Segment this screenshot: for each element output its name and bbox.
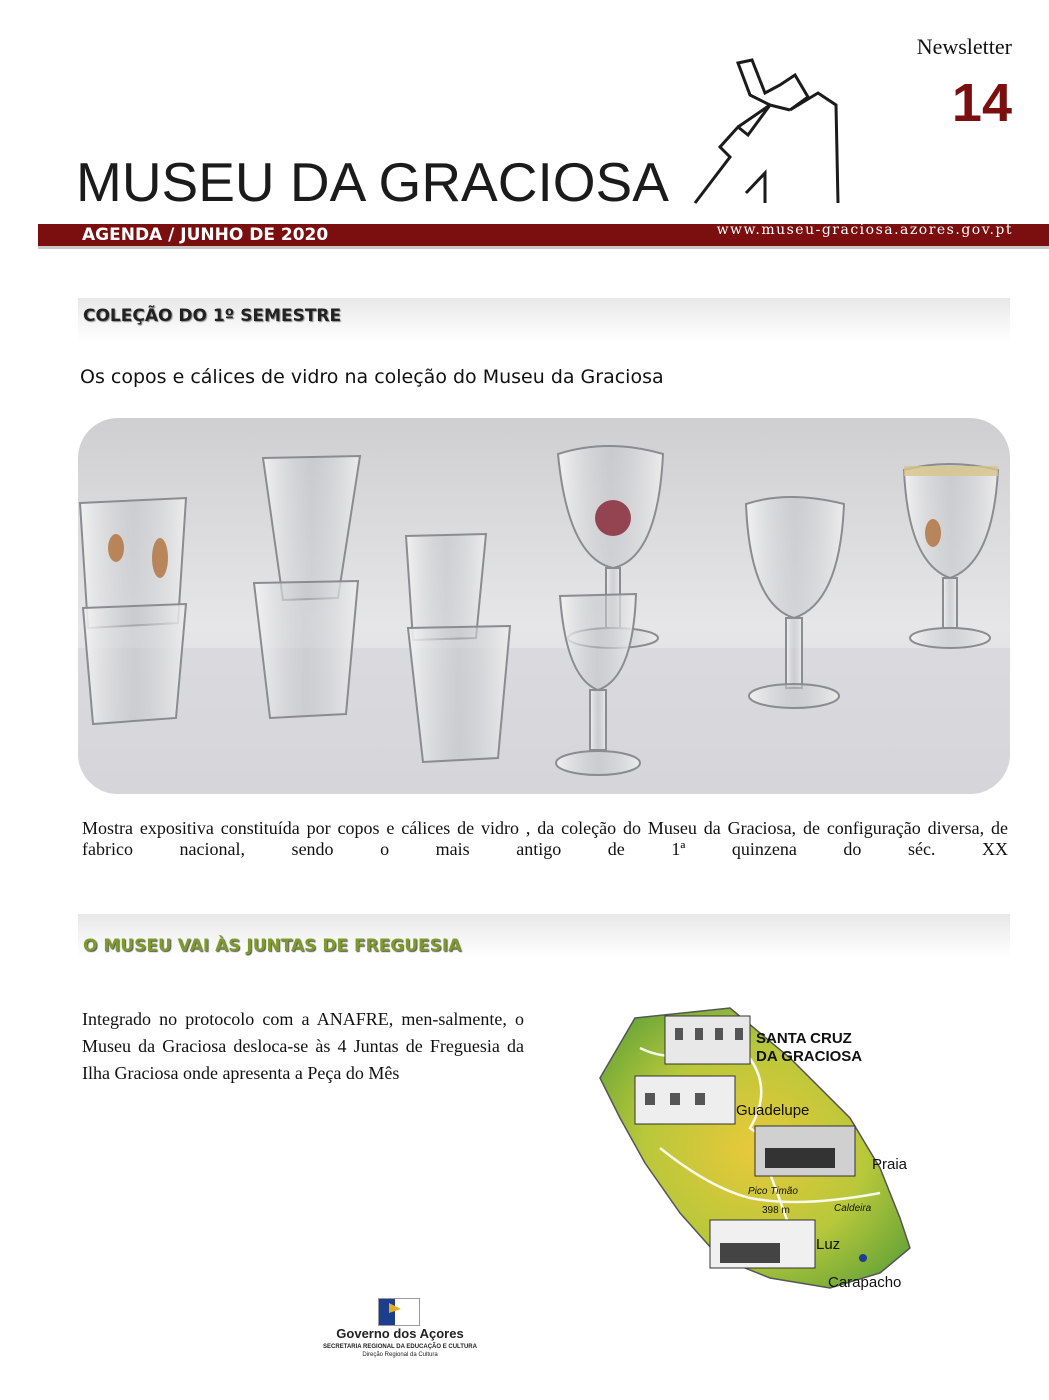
section-heading-collection-text: COLEÇÃO DO 1º SEMESTRE xyxy=(83,306,342,326)
website-link[interactable]: www.museu-graciosa.azores.gov.pt xyxy=(716,222,1013,238)
header-bar-shadow xyxy=(38,246,1049,249)
map-label-carapacho: Carapacho xyxy=(828,1274,902,1291)
agenda-label: AGENDA / JUNHO DE 2020 xyxy=(82,225,329,245)
map-label-caldeira: Caldeira xyxy=(834,1203,872,1214)
section-heading-collection xyxy=(78,298,1010,342)
newsletter-label: Newsletter xyxy=(916,34,1012,59)
section-subtitle: Os copos e cálices de vidro na coleção do Museu da Graciosa xyxy=(80,366,664,388)
map-label-santa-cruz: SANTA CRUZ xyxy=(756,1030,852,1047)
map-label-pico-altitude: 398 m xyxy=(762,1205,790,1216)
map-label-praia: Praia xyxy=(872,1156,908,1173)
windmill-logo-icon xyxy=(690,55,850,215)
graciosa-island-map xyxy=(580,998,920,1358)
section-heading-juntas xyxy=(78,914,1010,958)
azores-flag-icon xyxy=(378,1298,420,1326)
newsletter-number: 14 xyxy=(951,73,1012,133)
map-label-luz: Luz xyxy=(816,1236,841,1253)
government-logo xyxy=(300,1296,500,1366)
museum-title: MUSEU DA GRACIOSA xyxy=(76,151,669,213)
glass-collection-photo xyxy=(78,418,1010,794)
government-title: Governo dos Açores xyxy=(336,1326,464,1341)
government-directorate: Direção Regional da Cultura xyxy=(362,1352,438,1358)
juntas-description: Integrado no protocolo com a ANAFRE, men-salmente, o Museu da Graciosa desloca-se às 4 Juntas de Freguesia da Ilha Graciosa onde apresenta a Peça do Mês xyxy=(82,1009,524,1083)
section-heading-juntas-text: O MUSEU VAI ÀS JUNTAS DE FREGUESIA xyxy=(83,936,462,956)
government-secretariat: SECRETARIA REGIONAL DA EDUCAÇÃO E CULTURA xyxy=(323,1344,477,1350)
map-label-pico-timao: Pico Timão xyxy=(748,1186,798,1197)
map-label-santa-cruz-2: DA GRACIOSA xyxy=(756,1048,863,1065)
photo-caption: Mostra expositiva constituída por copos e cálices de vidro , da coleção do Museu da Graciosa, de configuração diversa, de fabrico nacional, sendo o mais antigo de 1ª quinzena do séc. XX xyxy=(82,818,1008,859)
map-label-guadelupe: Guadelupe xyxy=(736,1102,810,1119)
